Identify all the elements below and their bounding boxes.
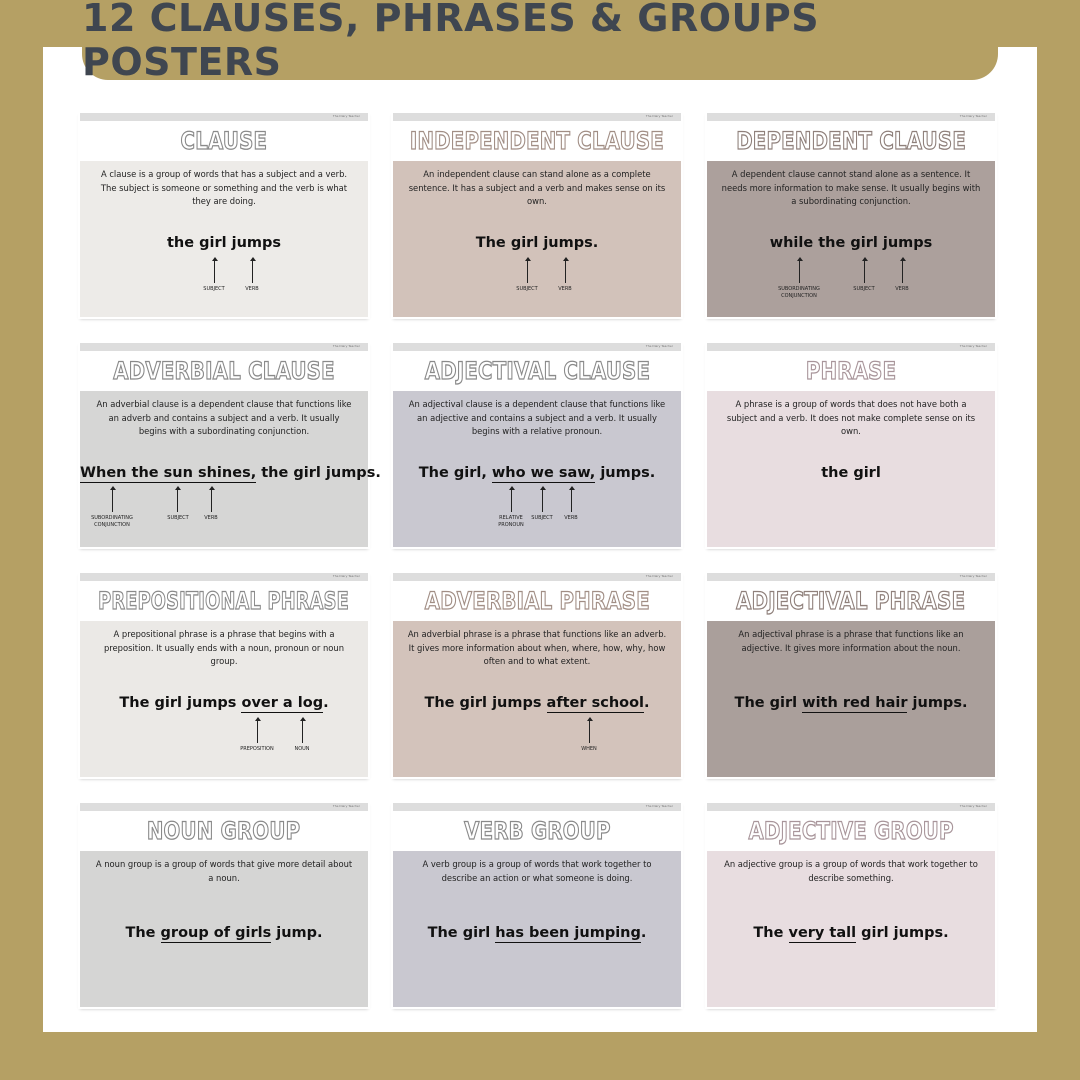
example-sentence: the girl jumps	[166, 235, 282, 251]
arrow-icon	[214, 261, 215, 283]
poster-adverbial-clause[interactable]	[80, 343, 381, 547]
example-sentence: When the sun shines, the girl jumps.	[80, 465, 381, 481]
example-sentence: The girl jumps over a log.	[119, 695, 329, 711]
arrow-icon	[112, 490, 113, 512]
example-sentence: The girl has been jumping.	[427, 925, 647, 941]
label-subordinating-conjunction: SUBORDINATING CONJUNCTION	[91, 515, 133, 528]
poster-adverbial-phrase[interactable]	[393, 573, 681, 777]
definition: An adverbial clause is a dependent clause that functions like an adverb and contains a subject and a verb. It usually begins with a subordinating conjunction.	[96, 399, 352, 436]
arrow-icon	[177, 490, 178, 512]
poster-adjectival-phrase[interactable]	[707, 573, 995, 777]
example-sentence: the girl	[821, 465, 881, 481]
arrow-icon	[211, 490, 212, 512]
title-banner	[82, 0, 998, 84]
arrow-icon	[902, 261, 903, 283]
poster-title: ADJECTIVAL PHRASE	[736, 587, 966, 615]
label-verb: VERB	[564, 515, 578, 521]
credit-text: The Diary Teacher	[959, 574, 987, 578]
poster-verb-group[interactable]	[393, 803, 681, 1007]
credit-text: The Diary Teacher	[645, 344, 673, 348]
arrow-icon	[542, 490, 543, 512]
example-sentence: The girl jumps.	[475, 235, 599, 251]
poster-title: ADJECTIVE GROUP	[748, 817, 954, 845]
label-subject: SUBJECT	[853, 286, 875, 292]
example-sentence: The very tall girl jumps.	[753, 925, 949, 941]
poster-title: INDEPENDENT CLAUSE	[409, 127, 665, 155]
definition: A phrase is a group of words that does not have both a subject and a verb. It does not make complete sense on its own.	[726, 399, 976, 436]
arrow-icon	[527, 261, 528, 283]
definition: An adjective group is a group of words that work together to describe something.	[724, 859, 978, 883]
definition: An independent clause can stand alone as a complete sentence. It has a subject and a verb and makes sense on its own.	[408, 169, 666, 206]
credit-text: The Diary Teacher	[645, 114, 673, 118]
arrow-icon	[589, 721, 590, 743]
definition: A prepositional phrase is a phrase that begins with a preposition. It usually ends with a noun, pronoun or noun group.	[103, 629, 345, 666]
poster-title: PREPOSITIONAL PHRASE	[98, 587, 350, 615]
poster-title: VERB GROUP	[463, 817, 611, 845]
poster-title: DEPENDENT CLAUSE	[736, 127, 966, 155]
arrow-icon	[571, 490, 572, 512]
credit-text: The Diary Teacher	[959, 344, 987, 348]
poster-noun-group[interactable]	[80, 803, 368, 1007]
poster-adjectival-clause[interactable]	[393, 343, 681, 547]
poster-phrase[interactable]	[707, 343, 995, 547]
credit-text: The Diary Teacher	[332, 804, 360, 808]
definition: A noun group is a group of words that give more detail about a noun.	[95, 859, 353, 883]
arrow-icon	[257, 721, 258, 743]
banner-title: 12 CLAUSES, PHRASES & GROUPS POSTERS	[82, 0, 820, 84]
poster-independent-clause[interactable]	[393, 113, 681, 317]
label-subject: SUBJECT	[516, 286, 538, 292]
label-relative-pronoun: RELATIVE PRONOUN	[498, 515, 524, 528]
arrow-icon	[252, 261, 253, 283]
poster-adjective-group[interactable]	[707, 803, 995, 1007]
poster-title: NOUN GROUP	[147, 817, 301, 845]
credit-text: The Diary Teacher	[332, 574, 360, 578]
definition: A clause is a group of words that has a subject and a verb. The subject is someone or something and the verb is what they are doing.	[100, 169, 348, 206]
label-subject: SUBJECT	[167, 515, 189, 521]
label-preposition: PREPOSITION	[240, 746, 274, 752]
poster-clause[interactable]	[80, 113, 368, 317]
label-verb: VERB	[558, 286, 572, 292]
poster-prepositional-phrase[interactable]	[80, 573, 368, 777]
poster-grid	[43, 47, 1037, 1032]
label-subject: SUBJECT	[203, 286, 225, 292]
definition: An adverbial phrase is a phrase that functions like an adverb. It gives more information about when, where, how, why, how often and to what extent.	[407, 629, 667, 666]
arrow-icon	[799, 261, 800, 283]
poster-title: ADVERBIAL CLAUSE	[113, 357, 335, 385]
poster-title: CLAUSE	[180, 127, 268, 155]
label-when: WHEN	[581, 746, 597, 752]
poster-title: ADJECTIVAL CLAUSE	[424, 357, 650, 385]
definition: An adjectival clause is a dependent clause that functions like an adjective and contains a subject and a verb. It usually begins with a relative pronoun.	[408, 399, 666, 436]
arrow-icon	[565, 261, 566, 283]
credit-text: The Diary Teacher	[959, 804, 987, 808]
arrow-icon	[864, 261, 865, 283]
example-sentence: while the girl jumps	[769, 235, 933, 251]
credit-text: The Diary Teacher	[959, 114, 987, 118]
label-subject: SUBJECT	[531, 515, 553, 521]
label-verb: VERB	[245, 286, 259, 292]
example-sentence: The girl jumps after school.	[424, 695, 650, 711]
poster-title: ADVERBIAL PHRASE	[424, 587, 650, 615]
credit-text: The Diary Teacher	[645, 804, 673, 808]
label-verb: VERB	[204, 515, 218, 521]
poster-dependent-clause[interactable]	[707, 113, 995, 317]
arrow-icon	[511, 490, 512, 512]
label-subordinating-conjunction: SUBORDINATING CONJUNCTION	[778, 286, 820, 299]
credit-text: The Diary Teacher	[332, 114, 360, 118]
poster-title: PHRASE	[805, 357, 897, 385]
example-sentence: The group of girls jump.	[125, 925, 323, 941]
definition: A dependent clause cannot stand alone as a sentence. It needs more information to make sense. It usually begins with a subordinating conjunction.	[721, 169, 981, 206]
credit-text: The Diary Teacher	[332, 344, 360, 348]
label-verb: VERB	[895, 286, 909, 292]
example-sentence: The girl, who we saw, jumps.	[418, 465, 656, 481]
label-noun: NOUN	[294, 746, 310, 752]
credit-text: The Diary Teacher	[645, 574, 673, 578]
definition: An adjectival phrase is a phrase that functions like an adjective. It gives more information about the noun.	[738, 629, 964, 653]
definition: A verb group is a group of words that work together to describe an action or what someone is doing.	[422, 859, 652, 883]
arrow-icon	[302, 721, 303, 743]
example-sentence: The girl with red hair jumps.	[734, 695, 968, 711]
